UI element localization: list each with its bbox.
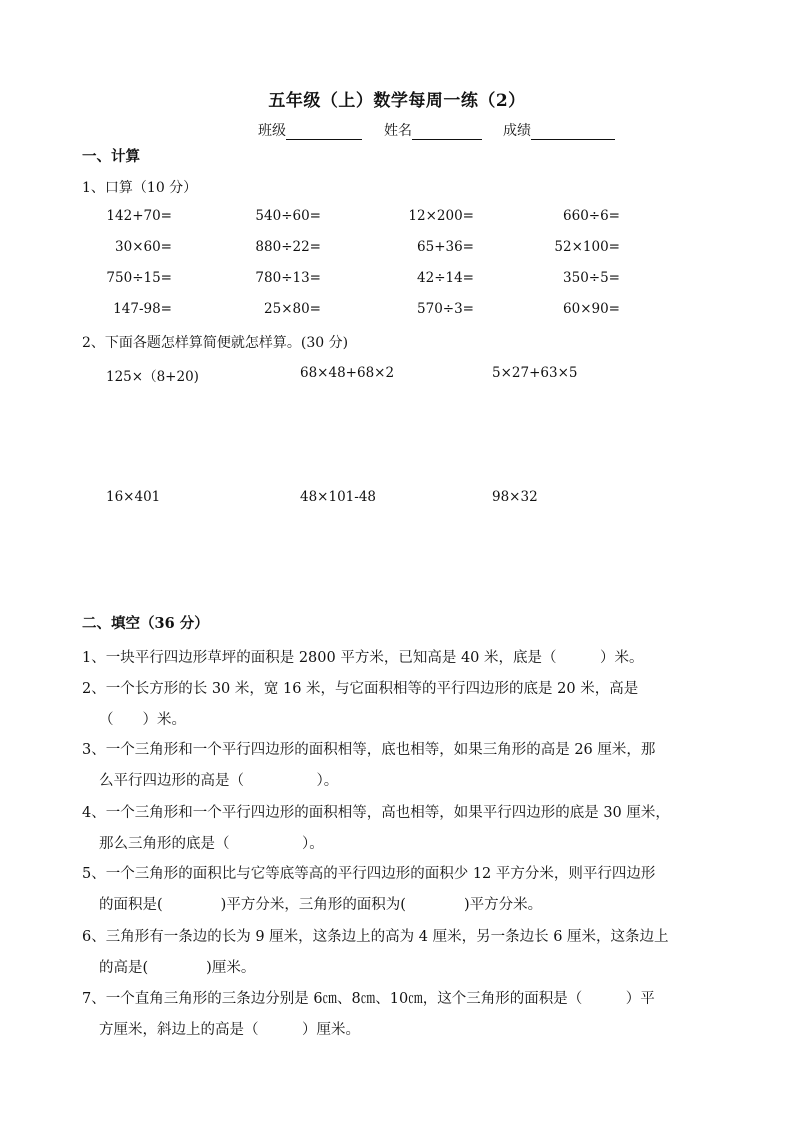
question-text: 1、一块平行四边形草坪的面积是 2800 平方米，已知高是 40 米，底是（ ）米。 <box>82 650 644 666</box>
simplify-problem: 98×32 <box>492 489 538 505</box>
oral-problem: 52×100= <box>554 239 620 255</box>
class-field <box>258 120 362 140</box>
question-5 <box>82 859 712 921</box>
oral-problem: 142+70= <box>106 208 172 224</box>
oral-problem: 750÷15= <box>106 270 172 286</box>
question-text: 7、一个直角三角形的三条边分别是 6㎝、8㎝、10㎝，这个三角形的面积是（ ）平 <box>82 991 655 1007</box>
page-title: 五年级（上）数学每周一练（2） <box>268 91 526 111</box>
question-text-continued: 的面积是( )平方分米，三角形的面积为( )平方分米。 <box>99 897 543 913</box>
question-7 <box>82 984 712 1046</box>
score-field <box>503 120 615 140</box>
oral-problem: 780÷13= <box>255 270 321 286</box>
oral-problem: 147-98= <box>113 301 172 317</box>
simplify-problem: 125×（8+20) <box>106 369 199 385</box>
question-text: 2、一个长方形的长 30 米，宽 16 米，与它面积相等的平行四边形的底是 20 米，高是 <box>82 681 639 697</box>
simplify-problem: 16×401 <box>106 489 161 505</box>
question-text-continued: 那么三角形的底是（ ）。 <box>99 836 324 852</box>
oral-problem: 42÷14= <box>417 270 474 286</box>
question-4 <box>82 798 712 860</box>
question-2 <box>82 674 712 736</box>
question-text: 4、一个三角形和一个平行四边形的面积相等，高也相等，如果平行四边形的底是 30 厘米， <box>82 805 670 821</box>
oral-problem: 12×200= <box>408 208 474 224</box>
section1-heading: 一、计算 <box>82 148 140 165</box>
oral-problem: 660÷6= <box>563 208 620 224</box>
question-text-continued: 方厘米，斜边上的高是（ ）厘米。 <box>99 1022 360 1038</box>
oral-heading: 1、口算（10 分） <box>82 180 198 196</box>
question-text-continued: 么平行四边形的高是（ ）。 <box>99 773 339 789</box>
section2-heading: 二、填空（36 分） <box>82 615 209 632</box>
question-text: 5、一个三角形的面积比与它等底等高的平行四边形的面积少 12 平方分米，则平行四边形 <box>82 866 656 882</box>
oral-problem: 65+36= <box>417 239 474 255</box>
question-6 <box>82 922 712 984</box>
question-3 <box>82 735 712 797</box>
class-label: 班级 <box>258 123 286 139</box>
oral-problem: 25×80= <box>264 301 321 317</box>
question-text: 6、三角形有一条边的长为 9 厘米，这条边上的高为 4 厘米，另一条边长 6 厘米，这条边上 <box>82 929 669 945</box>
score-label: 成绩 <box>503 123 531 139</box>
name-blank <box>412 125 482 140</box>
name-label: 姓名 <box>384 123 412 139</box>
oral-problem: 350÷5= <box>563 270 620 286</box>
simplify-problem: 48×101-48 <box>300 489 376 505</box>
oral-problem: 60×90= <box>563 301 620 317</box>
class-blank <box>286 125 362 140</box>
question-1 <box>82 643 712 674</box>
simplify-problem: 5×27+63×5 <box>492 365 578 381</box>
score-blank <box>531 125 615 140</box>
simplify-heading: 2、下面各题怎样算简便就怎样算。(30 分) <box>82 335 349 351</box>
question-text: 3、一个三角形和一个平行四边形的面积相等，底也相等，如果三角形的高是 26 厘米，那 <box>82 742 656 758</box>
oral-problem: 30×60= <box>115 239 172 255</box>
name-field <box>384 120 482 140</box>
oral-problem: 540÷60= <box>255 208 321 224</box>
oral-problem: 570÷3= <box>417 301 474 317</box>
simplify-problem: 68×48+68×2 <box>300 365 395 381</box>
question-text-continued: 的高是( )厘米。 <box>99 960 256 976</box>
oral-problem: 880÷22= <box>255 239 321 255</box>
question-text-continued: （ ）米。 <box>99 712 186 728</box>
